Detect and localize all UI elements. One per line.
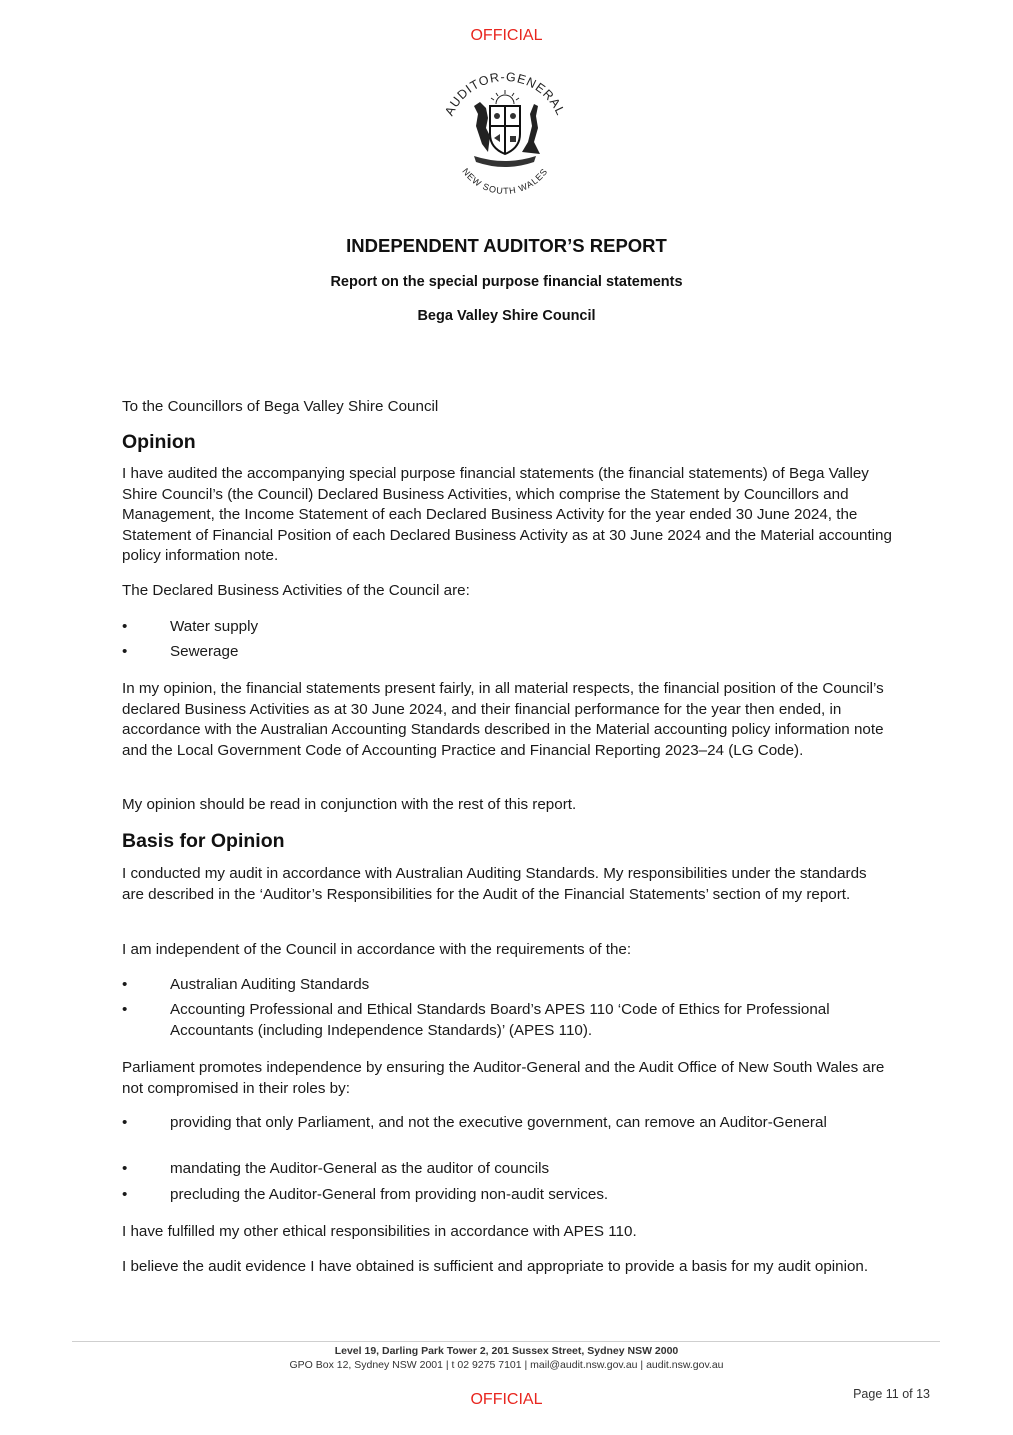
coat-of-arms-icon bbox=[430, 56, 580, 206]
auditor-general-seal bbox=[430, 56, 580, 206]
bullet-icon: • bbox=[122, 1160, 128, 1177]
requirement-item: Australian Auditing Standards bbox=[170, 976, 370, 993]
footer-contact: GPO Box 12, Sydney NSW 2001 | t 02 9275 7101 | mail@audit.nsw.gov.au | audit.nsw.gov.au bbox=[289, 1359, 724, 1371]
svg-text:NEW SOUTH WALES: NEW SOUTH WALES bbox=[460, 166, 550, 197]
activity-item: Water supply bbox=[170, 618, 259, 635]
report-title: INDEPENDENT AUDITOR’S REPORT bbox=[346, 235, 667, 256]
svg-text:AUDITOR-GENERAL: AUDITOR-GENERAL bbox=[442, 69, 568, 118]
bullet-icon: • bbox=[122, 1186, 128, 1203]
role-item: precluding the Auditor-General from providing non-audit services. bbox=[170, 1186, 609, 1203]
role-item: mandating the Auditor-General as the auditor of councils bbox=[170, 1160, 550, 1177]
basis-paragraph-5: I believe the audit evidence I have obtained is sufficient and appropriate to provide a basis for my audit opinion. bbox=[122, 1258, 869, 1275]
basis-paragraph-1: I conducted my audit in accordance with Australian Auditing Standards. My responsibilities under the standards are described in the ‘Auditor’s Responsibilities for the Audit of the Financial Statements’ section of my report. bbox=[122, 865, 867, 903]
activity-item: Sewerage bbox=[170, 643, 239, 660]
entity-name: Bega Valley Shire Council bbox=[417, 308, 596, 324]
opinion-heading: Opinion bbox=[122, 431, 196, 453]
basis-paragraph-3: Parliament promotes independence by ensuring the Auditor-General and the Audit Office of New South Wales are not compromised in their roles by: bbox=[122, 1059, 885, 1097]
bullet-icon: • bbox=[122, 976, 128, 993]
opinion-paragraph-2: The Declared Business Activities of the Council are: bbox=[122, 582, 470, 599]
page-number: Page 11 of 13 bbox=[853, 1387, 930, 1401]
report-subtitle: Report on the special purpose financial statements bbox=[330, 274, 683, 290]
opinion-paragraph-1: I have audited the accompanying special purpose financial statements (the financial statements) of Bega Valley Shire Council’s (the Council) Declared Business Activities, which comprise the Statement by Councillors and Management, the Income Statement of each Declared Business Activity for the year ended 30 June 2024, the Statement of Financial Position of each Declared Business Activity as at 30 June 2024 and the Material accounting policy information note. bbox=[122, 465, 892, 564]
classification-footer: OFFICIAL bbox=[470, 1391, 543, 1408]
requirement-item: Accounting Professional and Ethical Standards Board’s APES 110 ‘Code of Ethics for Professional Accountants (including Independence Standards)’ (APES 110). bbox=[170, 1001, 830, 1039]
bullet-icon: • bbox=[122, 1114, 128, 1131]
basis-paragraph-4: I have fulfilled my other ethical responsibilities in accordance with APES 110. bbox=[122, 1223, 637, 1240]
footer-divider bbox=[72, 1341, 940, 1342]
footer-address: Level 19, Darling Park Tower 2, 201 Sussex Street, Sydney NSW 2000 bbox=[334, 1345, 679, 1357]
basis-heading: Basis for Opinion bbox=[122, 830, 285, 852]
basis-paragraph-2: I am independent of the Council in accordance with the requirements of the: bbox=[122, 941, 632, 958]
role-item: providing that only Parliament, and not the executive government, can remove an Auditor-General bbox=[170, 1114, 827, 1131]
bullet-icon: • bbox=[122, 618, 128, 635]
addressee: To the Councillors of Bega Valley Shire Council bbox=[122, 398, 439, 415]
bullet-icon: • bbox=[122, 643, 128, 660]
opinion-paragraph-3: In my opinion, the financial statements present fairly, in all material respects, the financial position of the Council’s declared Business Activities as at 30 June 2024, and their financial performance for the year then ended, in accordance with the Australian Accounting Standards described in the Material accounting policy information note and the Local Government Code of Accounting Practice and Financial Reporting 2023–24 (LG Code). bbox=[122, 680, 884, 759]
bullet-icon: • bbox=[122, 1001, 128, 1018]
opinion-paragraph-4: My opinion should be read in conjunction with the rest of this report. bbox=[122, 796, 577, 813]
classification-header: OFFICIAL bbox=[470, 27, 543, 44]
